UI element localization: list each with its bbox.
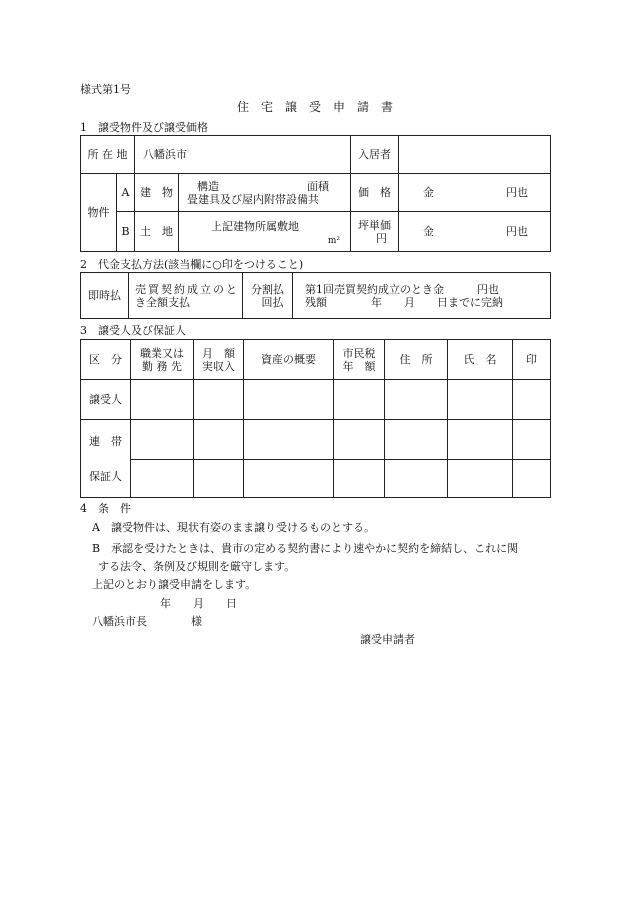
installment-label-line2: 回払 [261,295,284,309]
guarantor1-occupation[interactable] [131,420,194,460]
header-name: 氏 名 [448,340,513,380]
row-joint-label-line1: 連 帯 [89,434,122,448]
header-tax-line2: 年 額 [342,359,376,373]
property-table [80,135,551,252]
installment-label-line1: 分割払 [251,282,284,296]
row-a-price-label: 価 格 [351,174,399,212]
section3-heading: 3 譲受人及び保証人 [80,324,186,337]
transferee-income[interactable] [194,380,244,420]
guarantor2-occupation[interactable] [131,460,194,498]
row-a-yen-suffix: 円也 [506,186,528,199]
header-income [194,340,244,380]
lump-sum-text-line1: 売買契約成立のと [135,282,239,296]
header-occupation-line2: 勤 務 先 [142,359,182,373]
table-row [81,420,551,460]
table-row [81,380,551,420]
header-assets: 資産の概要 [244,340,334,380]
row-b-price-label [351,212,399,252]
installment-label[interactable] [243,273,293,319]
guarantor2-assets[interactable] [244,460,334,498]
transferee-address[interactable] [385,380,448,420]
guarantor-table [80,339,551,498]
condition-b-line2: する法令、条例及び規則を厳守します。 [98,560,296,573]
closing-statement: 上記のとおり譲受申請をします。 [92,578,257,591]
row-a-price-value[interactable] [399,174,551,212]
row-a-yen-prefix: 金 [423,186,434,199]
row-b-price-label-line1: 坪単価 [358,218,391,232]
condition-a: A 譲受物件は、現状有姿のまま譲り受けるものとする。 [92,521,375,534]
guarantor1-seal[interactable] [513,420,551,460]
condition-b-line1: B 承認を受けたときは、貴市の定める契約書により速やかに契約を締結し、これに関 [92,542,519,555]
table-row [81,460,551,498]
transferee-name[interactable] [448,380,513,420]
form-number: 様式第1号 [80,83,131,96]
transferee-assets[interactable] [244,380,334,420]
property-label: 物件 [81,174,117,252]
row-b-price-label-line2: 円 [376,231,387,245]
section2-heading: 2 代金支払方法(該当欄に○印をつけること) [80,258,304,271]
lump-sum-text [129,273,243,319]
row-a-detail[interactable] [179,174,351,212]
resident-label: 入居者 [351,136,399,174]
row-transferee-label: 譲受人 [81,380,131,420]
payment-table [80,272,551,319]
section4-heading: 4 条 件 [80,502,131,515]
form-title: 住 宅 譲 受 申 請 書 [236,100,393,114]
installment-text-line1: 第1回売買契約成立のとき金 円也 [305,282,499,296]
section1-heading: 1 譲受物件及び譲受価格 [80,121,208,134]
guarantor1-income[interactable] [194,420,244,460]
date-line[interactable]: 年 月 日 [160,597,237,610]
header-tax-line1: 市民税 [342,346,376,360]
location-value: 八幡浜市 [135,136,351,174]
row-b-type: 土 地 [135,212,179,252]
row-b-unit: m² [327,235,340,246]
guarantor1-name[interactable] [448,420,513,460]
header-seal: 印 [513,340,551,380]
guarantor1-tax[interactable] [334,420,385,460]
location-label: 所 在 地 [81,136,135,174]
guarantor2-name[interactable] [448,460,513,498]
header-income-line2: 実収入 [202,359,235,373]
addressee: 八幡浜市長 様 [92,615,202,628]
installment-text[interactable] [293,273,551,319]
guarantor2-seal[interactable] [513,460,551,498]
row-b-detail-line1: 上記建物所属敷地 [211,219,299,233]
guarantor2-address[interactable] [385,460,448,498]
transferee-occupation[interactable] [131,380,194,420]
row-joint-guarantor-label [81,420,131,498]
row-a-detail-line1: 構造 面積 [197,179,329,193]
row-b-detail[interactable] [179,212,351,252]
transferee-tax[interactable] [334,380,385,420]
header-occupation-line1: 職業又は [140,346,184,360]
row-joint-label-line2: 保証人 [89,469,122,483]
row-a-letter: A [117,174,135,212]
row-a-detail-line2: 畳建具及び屋内附帯設備共 [187,192,319,206]
header-category: 区 分 [81,340,131,380]
row-b-yen-suffix: 円也 [506,225,528,238]
header-address: 住 所 [385,340,448,380]
applicant-label: 譲受申請者 [360,633,415,646]
header-income-line1: 月 額 [202,346,235,360]
row-b-yen-prefix: 金 [423,225,434,238]
lump-sum-text-line2: き全額支払 [135,295,190,309]
guarantor1-assets[interactable] [244,420,334,460]
header-occupation [131,340,194,380]
row-b-letter: B [117,212,135,252]
guarantor1-address[interactable] [385,420,448,460]
row-a-type: 建 物 [135,174,179,212]
guarantor2-tax[interactable] [334,460,385,498]
installment-text-line2: 残額 年 月 日までに完納 [305,295,503,309]
lump-sum-label[interactable]: 即時払 [81,273,129,319]
guarantor2-income[interactable] [194,460,244,498]
header-tax [334,340,385,380]
resident-value[interactable] [399,136,551,174]
transferee-seal[interactable] [513,380,551,420]
row-b-price-value[interactable] [399,212,551,252]
